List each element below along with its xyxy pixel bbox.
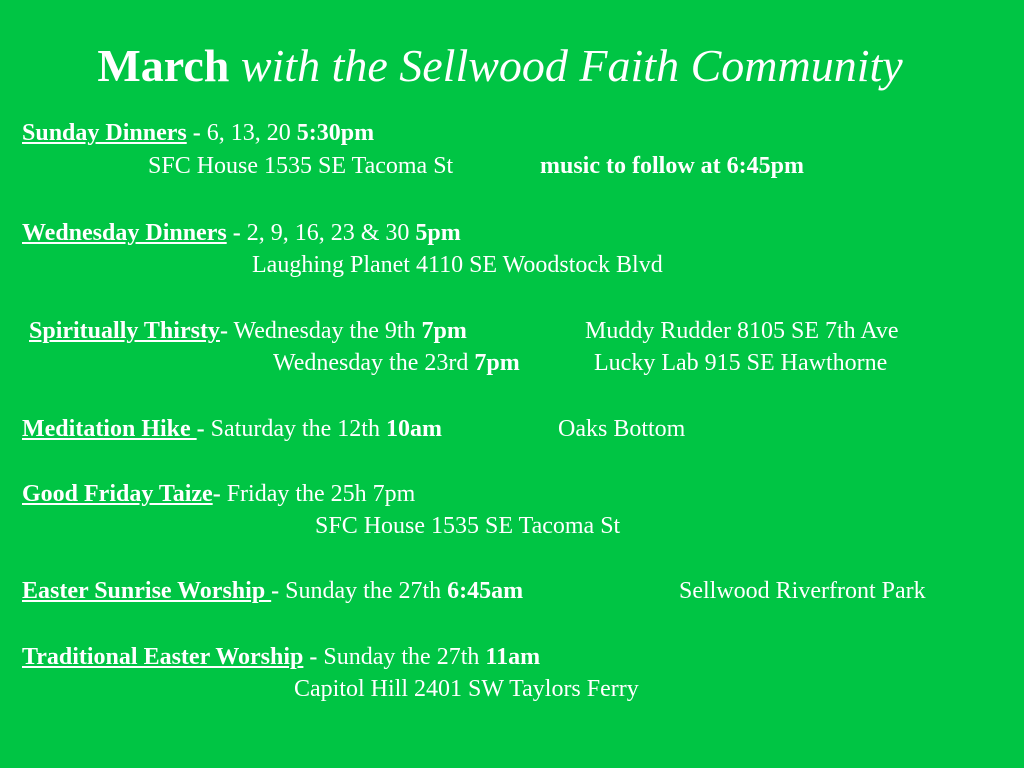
sunday-dinners-location: SFC House 1535 SE Tacoma St (148, 153, 454, 179)
easter-sunrise-when: Sunday the 27th (279, 578, 448, 604)
spiritually-thirsty-line2 (273, 348, 520, 378)
traditional-easter-when: Sunday the 27th (317, 644, 486, 670)
sunday-dinners-line (22, 118, 374, 148)
title-month: March (97, 40, 230, 91)
easter-sunrise-sep: - (271, 578, 280, 604)
meditation-hike-location: Oaks Bottom (558, 416, 686, 442)
wednesday-dinners-sep: - (226, 220, 241, 246)
spiritually-thirsty-line (29, 316, 467, 346)
meditation-hike-name: Meditation Hike (22, 416, 197, 442)
traditional-easter-time: 11am (485, 644, 541, 670)
sunday-dinners-name: Sunday Dinners (22, 120, 187, 146)
wednesday-dinners-dates: 2, 9, 16, 23 & 30 (240, 220, 416, 246)
traditional-easter-location: Capitol Hill 2401 SW Taylors Ferry (294, 676, 639, 702)
good-friday-sep: - (212, 481, 221, 507)
wednesday-dinners-line (22, 218, 461, 248)
sunday-dinners-time: 5:30pm (296, 120, 375, 146)
easter-sunrise-time: 6:45am (447, 578, 524, 604)
meditation-hike-line (22, 414, 442, 444)
spiritually-thirsty-location2: Lucky Lab 915 SE Hawthorne (594, 350, 888, 376)
spiritually-thirsty-name: Spiritually Thirsty (29, 318, 220, 344)
easter-sunrise-line (22, 576, 523, 606)
sunday-dinners-sep: - (186, 120, 201, 146)
page-title (0, 38, 1000, 94)
good-friday-line (22, 479, 415, 509)
title-subtitle: with the Sellwood Faith Community (229, 40, 903, 91)
wednesday-dinners-location: Laughing Planet 4110 SE Woodstock Blvd (252, 252, 663, 278)
traditional-easter-name: Traditional Easter Worship (22, 644, 304, 670)
traditional-easter-sep: - (303, 644, 318, 670)
traditional-easter-line (22, 642, 540, 672)
easter-sunrise-location: Sellwood Riverfront Park (679, 578, 926, 604)
sunday-dinners-dates: 6, 13, 20 (200, 120, 297, 146)
spiritually-thirsty-when1: Wednesday the 9th (227, 318, 422, 344)
wednesday-dinners-name: Wednesday Dinners (22, 220, 227, 246)
meditation-hike-time: 10am (385, 416, 442, 442)
spiritually-thirsty-when2: Wednesday the 23rd (273, 350, 475, 376)
sunday-dinners-note: music to follow at 6:45pm (540, 153, 804, 179)
meditation-hike-when: Saturday the 12th (204, 416, 386, 442)
good-friday-when: Friday the 25h 7pm (220, 481, 416, 507)
spiritually-thirsty-time2: 7pm (474, 350, 520, 376)
good-friday-location: SFC House 1535 SE Tacoma St (315, 513, 621, 539)
spiritually-thirsty-location1: Muddy Rudder 8105 SE 7th Ave (585, 318, 899, 344)
easter-sunrise-name: Easter Sunrise Worship (22, 578, 272, 604)
meditation-hike-sep: - (196, 416, 205, 442)
good-friday-name: Good Friday Taize (22, 481, 213, 507)
wednesday-dinners-time: 5pm (415, 220, 461, 246)
spiritually-thirsty-time1: 7pm (421, 318, 467, 344)
spiritually-thirsty-sep: - (219, 318, 228, 344)
